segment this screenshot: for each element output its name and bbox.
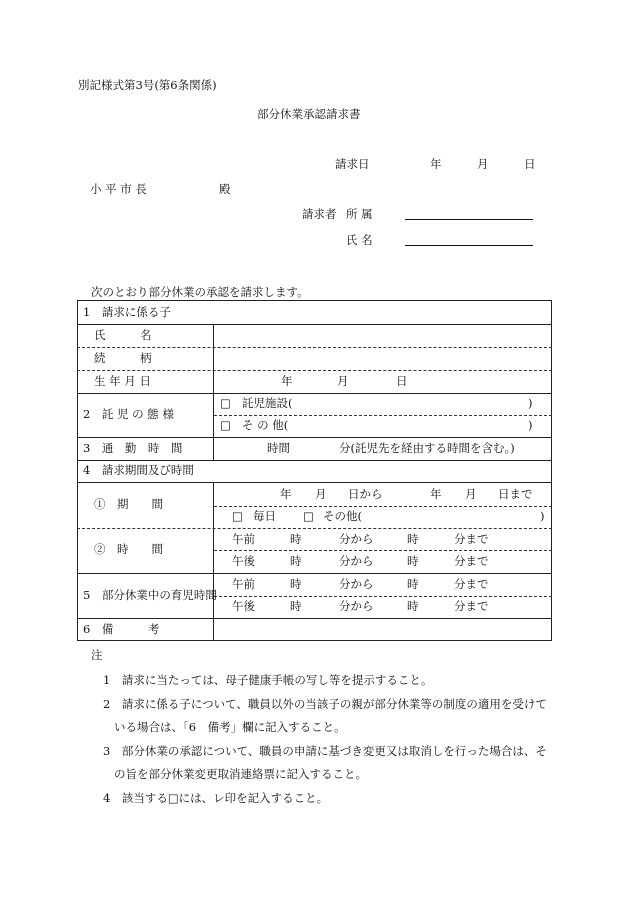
table-rule — [77, 482, 552, 483]
birth-month-label: 月 — [337, 374, 349, 388]
time-pm-to: 分まで — [454, 554, 489, 568]
table-rule — [77, 460, 552, 461]
table-rule — [77, 573, 552, 574]
other-care-paren-close: ) — [528, 418, 533, 432]
childcare-am-hour-to: 時 — [407, 577, 419, 591]
name-label: 氏 名 — [346, 233, 373, 247]
section-1-label: 1 請求に係る子 — [83, 305, 171, 319]
time-pm-hour: 時 — [290, 554, 302, 568]
childcare-am-label: 午前 — [232, 577, 255, 591]
table-rule — [214, 415, 552, 416]
note-2-line-2: いる場合は、「6 備考」欄に記入すること。 — [114, 720, 346, 734]
facility-paren-close: ) — [528, 396, 533, 410]
note-3-line-1: 3 部分休業の承認について、職員の申請に基づき変更又は取消しを行った場合は、そ — [103, 744, 547, 758]
table-rule — [77, 393, 552, 394]
note-3-line-2: の旨を部分休業変更取消連絡票に記入すること。 — [114, 767, 367, 781]
request-year-label: 年 — [430, 157, 442, 171]
commute-note: 分(託児先を経由する時間を含む。) — [339, 441, 515, 455]
childcare-pm-hour-to: 時 — [407, 599, 419, 613]
other-care-label: そ の 他( — [242, 418, 289, 432]
notes-label: 注 — [91, 648, 103, 662]
daily-label: 毎日 — [253, 509, 276, 523]
time-pm-hour-to: 時 — [407, 554, 419, 568]
childcare-pm-from: 分から — [339, 599, 374, 613]
request-month-label: 月 — [477, 157, 489, 171]
other-period-paren-close: ) — [540, 509, 545, 523]
to-year-label: 年 — [430, 487, 442, 501]
to-day-label: 日まで — [498, 487, 533, 501]
time-am-label: 午前 — [232, 532, 255, 546]
commute-hours-label: 時間 — [267, 441, 290, 455]
time-label: ② 時 間 — [94, 542, 163, 556]
child-name-label: 氏 名 — [94, 328, 152, 342]
table-rule — [214, 550, 552, 551]
table-rule — [77, 528, 552, 529]
time-pm-label: 午後 — [232, 554, 255, 568]
childcare-time-label: 5 部分休業中の育児時間 — [83, 588, 217, 602]
table-rule — [214, 506, 552, 507]
table-divider — [213, 324, 214, 460]
commute-label: 3 通 勤 時 間 — [83, 441, 183, 455]
time-pm-from: 分から — [339, 554, 374, 568]
addressee: 小 平 市 長 — [90, 182, 147, 196]
note-2-line-1: 2 請求に係る子について、職員以外の当該子の親が部分休業等の制度の適用を受けて — [103, 697, 547, 711]
time-am-from: 分から — [339, 532, 374, 546]
requester-label: 請求者 — [302, 207, 337, 221]
from-day-label: 日から — [348, 487, 383, 501]
affiliation-field[interactable] — [405, 219, 533, 220]
document-title: 部分休業承認請求書 — [257, 107, 361, 121]
request-day-label: 日 — [524, 157, 536, 171]
remarks-label: 6 備 考 — [83, 622, 160, 636]
childcare-pm-label: 午後 — [232, 599, 255, 613]
facility-label: 託児施設( — [242, 396, 293, 410]
time-am-hour-to: 時 — [407, 532, 419, 546]
table-rule — [77, 324, 552, 325]
childcare-pm-to: 分まで — [454, 599, 489, 613]
honorific: 殿 — [219, 182, 231, 196]
other-care-checkbox[interactable]: □ — [220, 418, 231, 432]
table-rule — [214, 596, 552, 597]
table-rule — [77, 370, 552, 371]
time-am-hour: 時 — [290, 532, 302, 546]
childcare-am-to: 分まで — [454, 577, 489, 591]
childcare-pm-hour: 時 — [290, 599, 302, 613]
table-rule — [77, 437, 552, 438]
other-period-label: その他( — [323, 509, 362, 523]
care-arrangement-label: 2 託 児 の 態 様 — [83, 407, 174, 421]
note-4: 4 該当する□には、レ印を記入すること。 — [103, 791, 329, 805]
birthdate-label: 生 年 月 日 — [94, 374, 151, 388]
relation-label: 続 柄 — [94, 351, 152, 365]
requester-name-field[interactable] — [405, 245, 533, 246]
intro-text: 次のとおり部分休業の承認を請求します。 — [91, 285, 309, 299]
childcare-am-hour: 時 — [290, 577, 302, 591]
request-date-label: 請求日 — [335, 157, 370, 171]
birth-day-label: 日 — [396, 374, 408, 388]
section-4-label: 4 請求期間及び時間 — [83, 463, 194, 477]
period-label: ① 期 間 — [94, 497, 163, 511]
other-period-checkbox[interactable]: □ — [303, 509, 314, 523]
table-divider — [213, 482, 214, 641]
from-month-label: 月 — [315, 487, 327, 501]
form-number: 別記様式第3号(第6条関係) — [78, 78, 217, 92]
affiliation-label: 所 属 — [346, 207, 373, 221]
from-year-label: 年 — [280, 487, 292, 501]
daily-checkbox[interactable]: □ — [232, 509, 243, 523]
time-am-to: 分まで — [454, 532, 489, 546]
table-rule — [77, 618, 552, 619]
to-month-label: 月 — [465, 487, 477, 501]
childcare-am-from: 分から — [339, 577, 374, 591]
table-rule — [77, 347, 552, 348]
birth-year-label: 年 — [281, 374, 293, 388]
note-1: 1 請求に当たっては、母子健康手帳の写し等を提示すること。 — [103, 673, 433, 687]
facility-checkbox[interactable]: □ — [220, 396, 231, 410]
